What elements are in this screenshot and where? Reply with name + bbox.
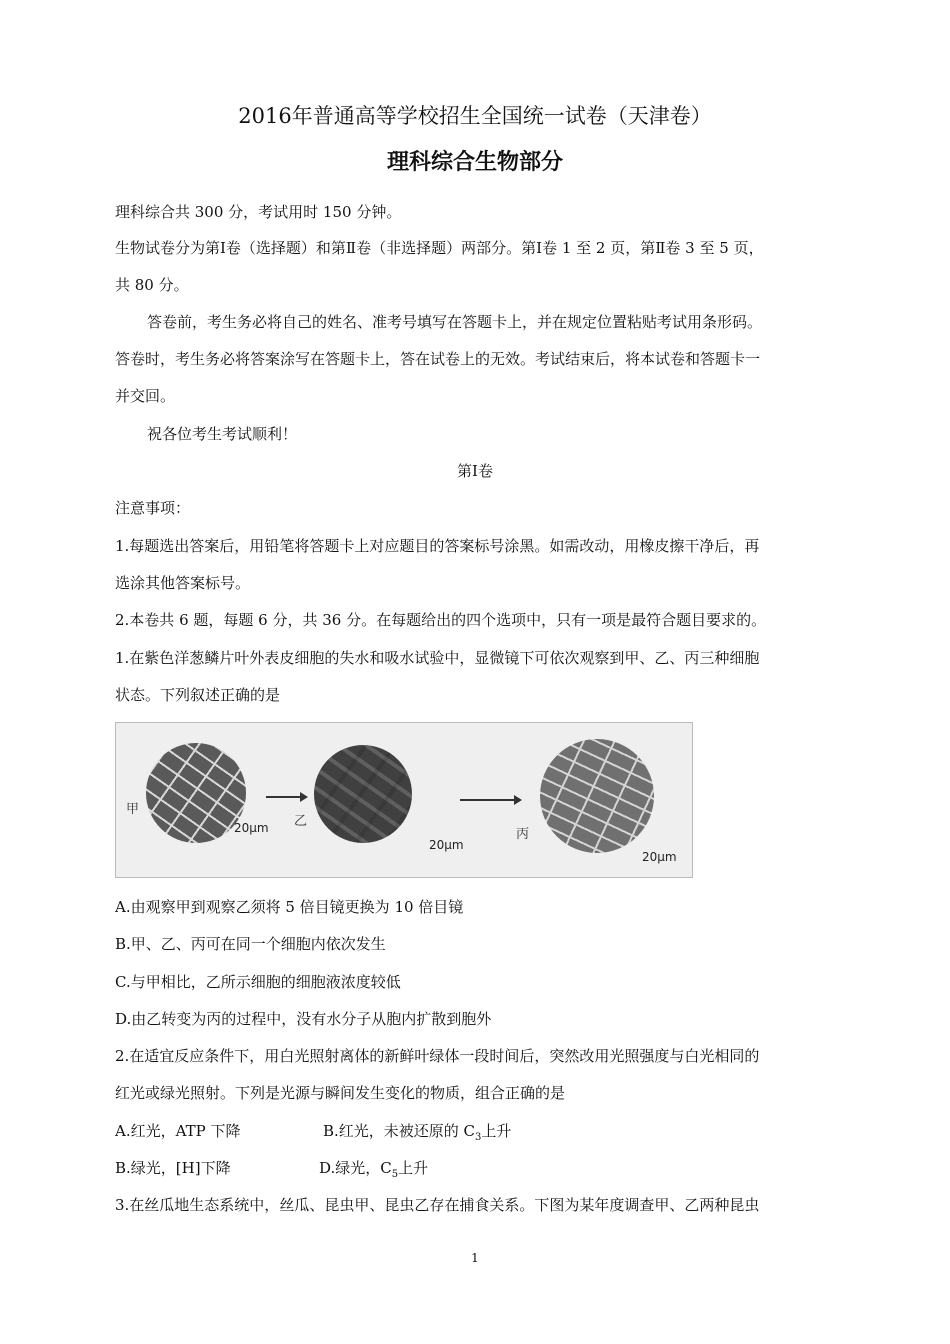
intro-paragraph-2-line-1: 生物试卷分为第Ⅰ卷（选择题）和第Ⅱ卷（非选择题）两部分。第Ⅰ卷 1 至 2 页，第Ⅱ卷 3 至 5 页， — [115, 239, 764, 257]
question-2-option-c: B.绿光，[H]下降 — [115, 1159, 231, 1177]
notice-item-1-line-2: 选涂其他答案标号。 — [115, 574, 251, 592]
intro-paragraph-3-line-1: 答卷前，考生务必将自己的姓名、准考号填写在答题卡上，并在规定位置粘贴考试用条形码。 — [147, 313, 763, 331]
question-1-option-d: D.由乙转变为丙的过程中，没有水分子从胞内扩散到胞外 — [115, 1010, 492, 1028]
question-3-stem-line-1: 3.在丝瓜地生态系统中，丝瓜、昆虫甲、昆虫乙存在捕食关系。下图为某年度调查甲、乙两种昆虫 — [115, 1196, 760, 1214]
document-subtitle: 理科综合生物部分 — [386, 150, 563, 175]
question-1-option-b: B.甲、乙、丙可在同一个细胞内依次发生 — [115, 935, 386, 953]
intro-paragraph-4: 祝各位考生考试顺利！ — [147, 425, 298, 443]
question-1-stem-line-2: 状态。下列叙述正确的是 — [115, 686, 281, 704]
intro-paragraph-2-line-2: 共 80 分。 — [115, 276, 189, 294]
scale-bar-yi: 20μm — [429, 838, 464, 852]
question-1-option-a: A.由观察甲到观察乙须将 5 倍目镜更换为 10 倍目镜 — [115, 898, 464, 916]
question-2-option-b — [323, 1121, 511, 1148]
option-d-text: D.绿光，C — [319, 1159, 392, 1177]
question-2-option-d — [319, 1158, 428, 1185]
cell-circle-jia — [146, 743, 246, 843]
page-number: 1 — [471, 1251, 479, 1265]
arrow-jia-to-yi — [266, 796, 302, 798]
notice-item-2: 2.本卷共 6 题，每题 6 分，共 36 分。在每题给出的四个选项中，只有一项是最符合题目要求的。 — [115, 611, 767, 629]
cell-circle-yi — [314, 745, 412, 843]
notice-item-1-line-1: 1.每题选出答案后，用铅笔将答题卡上对应题目的答案标号涂黑。如需改动，用橡皮擦干净后，再 — [115, 537, 760, 555]
question-2-stem-line-2: 红光或绿光照射。下列是光源与瞬间发生变化的物质，组合正确的是 — [115, 1084, 566, 1102]
intro-paragraph-1: 理科综合共 300 分，考试用时 150 分钟。 — [115, 203, 402, 221]
intro-paragraph-3-line-2: 答卷时，考生务必将答案涂写在答题卡上，答在试卷上的无效。考试结束后，将本试卷和答题卡一 — [115, 350, 761, 368]
arrow-yi-to-bing — [460, 799, 516, 801]
scale-bar-bing: 20μm — [642, 850, 677, 864]
figure-label-bing: 丙 — [516, 827, 530, 842]
question-1-stem-line-1: 1.在紫色洋葱鳞片叶外表皮细胞的失水和吸水试验中，显微镜下可依次观察到甲、乙、丙三种细胞 — [115, 649, 760, 667]
scale-bar-jia: 20μm — [234, 821, 269, 835]
option-d-suffix: 上升 — [398, 1159, 429, 1177]
notice-label: 注意事项： — [115, 499, 191, 517]
option-b-text: B.红光，未被还原的 C — [323, 1122, 476, 1140]
figure-label-jia: 甲 — [126, 802, 140, 817]
intro-paragraph-3-line-3: 并交回。 — [115, 387, 176, 405]
option-b-subscript: 3 — [475, 1132, 482, 1143]
option-d-subscript: 5 — [391, 1169, 399, 1180]
section-heading: 第Ⅰ卷 — [457, 462, 493, 480]
question-1-option-c: C.与甲相比，乙所示细胞的细胞液浓度较低 — [115, 973, 401, 991]
cell-circle-bing — [540, 739, 654, 853]
document-title: 2016年普通高等学校招生全国统一试卷（天津卷） — [238, 104, 712, 128]
question-2-stem-line-1: 2.在适宜反应条件下，用白光照射离体的新鲜叶绿体一段时间后，突然改用光照强度与白光相同的 — [115, 1047, 760, 1065]
question-2-option-a: A.红光，ATP 下降 — [115, 1122, 241, 1140]
option-b-suffix: 上升 — [481, 1122, 512, 1140]
figure-label-yi: 乙 — [294, 814, 308, 829]
question-1-figure — [115, 722, 693, 878]
